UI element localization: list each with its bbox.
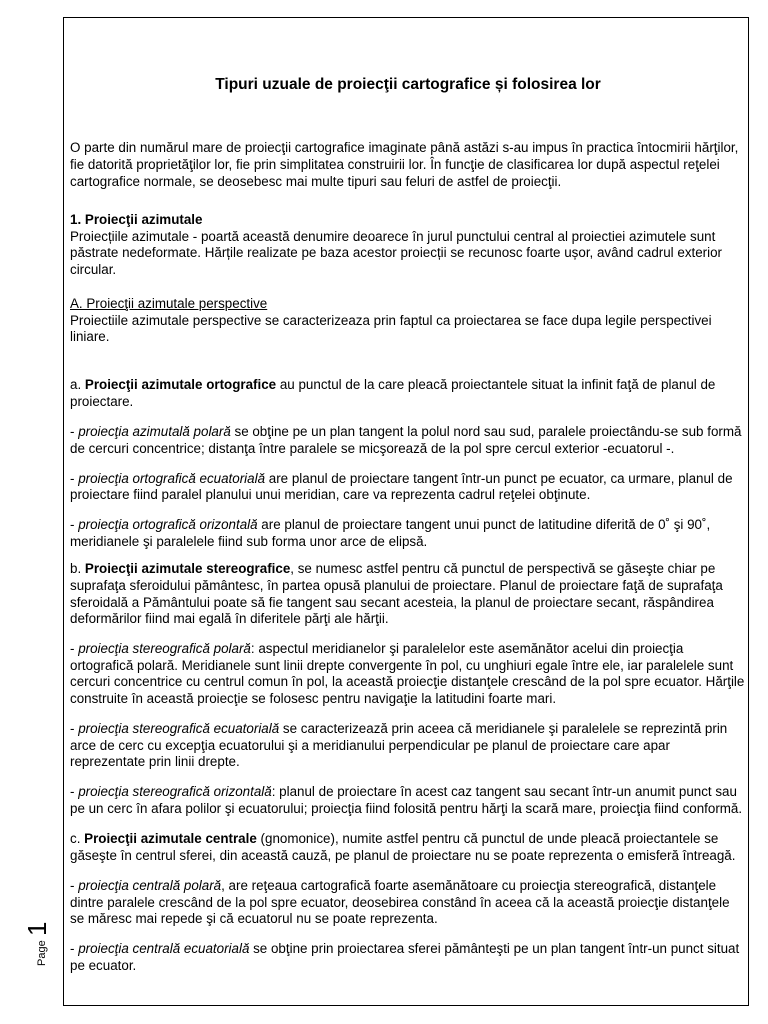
paragraph-b: b. Proiecţii azimutale stereografice, se numesc astfel pentru că punctul de perspectivă se găseşte chiar pe suprafaţa sferoidului pământesc, în partea opusă planului de proiectare. Planul de proiectare faţă de suprafaţa sferoidală a Pământului poate să fie tangent sau secant acesteia, la planul de proiectare secant, răspândirea deformărilor fiind mai egală în diferitele părţi ale hărţii.: [70, 561, 723, 627]
paragraph-b3: - proiecţia stereografică orizontală: planul de proiectare în acest caz tangent sau secant într-un anumit punct sau pe un cerc în afara polilor şi ecuatorului; proiecţia fiind folosită pentru hărţi la scară mare, proiecţia fiind conformă.: [70, 784, 743, 816]
section-azimutale: [70, 212, 746, 278]
paragraph-a: a. Proiecţii azimutale ortografice au punctul de la care pleacă proiectantele situat la infinit faţă de planul de proiectare.: [70, 377, 716, 409]
paragraph-b1: - proiecţia stereografică polară: aspectul meridianelor şi paralelelor este asemănător acelui din proiecţia ortografică polară. Meridianele sunt linii drepte convergente în pol, cu unghiuri egale între ele, iar paralelele sunt cercuri concentrice cu centrul comun în pol, la această proiecţie distanţele crescând de la pol spre ecuator. Hărţile construite în această proiecţie se folosesc pentru navigaţie la latitudini foarte mari.: [70, 641, 745, 706]
paragraph-a1: - proiecţia azimutală polară se obţine pe un plan tangent la polul nord sau sud, paralele proiectându-se sub formă de cercuri concentrice; distanţa între paralele se micşorează de la pol spre cercul exterior -ecuatorul -.: [70, 423, 742, 456]
page-number: 1: [22, 921, 52, 936]
paragraph-c1: - proiecţia centrală polară, are reţeaua cartografică foarte asemănătoare cu proiecţia stereografică, distanţele dintre paralele crescând de la pol spre ecuator, deosebirea constând în aceea că la această proiecţie distanţele se măresc mai repede şi că ecuatorul nu se poate reprezenta.: [70, 877, 730, 927]
subsection-text: Proiectiile azimutale perspective se caracterizeaza prin faptul ca proiectarea se face dupa legile perspectivei liniare.: [70, 312, 712, 345]
page-word: Page: [36, 940, 48, 966]
paragraph-a3: - proiecţia ortografică orizontală are planul de proiectare tangent unui punct de latitudine diferită de 0˚ şi 90˚, meridianele şi paralelele fiind sub forma unor arce de elipsă.: [70, 517, 711, 549]
document-title: Tipuri uzuale de proiecţii cartografice și folosirea lor: [215, 76, 601, 93]
section-text: Proiecțiile azimutale - poartă această denumire deoarece în jurul punctului central al proiectiei azimutele sunt păstrate nedeformate. Hărțile realizate pe baza acestor proiecții se recunosc foarte ușor, având cadrul exterior circular.: [70, 228, 723, 277]
subsection-heading: A. Proiecţii azimutale perspective: [70, 296, 268, 311]
page-number-label: [22, 906, 62, 966]
section-ortografice: [70, 364, 746, 564]
paragraph-c2: - proiecţia centrală ecuatorială se obţine prin proiectarea sferei pământeşti pe un plan tangent într-un punct situat pe ecuator.: [70, 941, 740, 973]
paragraph-c: c. Proiecţii azimutale centrale (gnomonice), numite astfel pentru că punctul de unde pleacă proiectantele se găseşte în centrul sferei, din această cauză, pe planul de proiectare nu se poate reprezenta o emisferă întreagă.: [70, 831, 736, 863]
paragraph-b2: - proiecţia stereografică ecuatorială se caracterizează prin aceea că meridianele şi paralelele se reprezintă prin arce de cerc cu excepţia ecuatorului şi a meridianului perpendicular pe planul de proiectare care apar reprezentate prin linii drepte.: [70, 720, 728, 770]
paragraph-a2: - proiecţia ortografică ecuatorială are planul de proiectare tangent într-un punct pe ecuator, ca urmare, planul de proiectare fiind paralel planului unui meridian, care va reprezenta cadrul reţelei obţinute.: [70, 470, 733, 503]
section-centrale: [70, 818, 746, 988]
section-stereografice: [70, 548, 746, 831]
section-perspective: [70, 296, 746, 346]
intro-paragraph: O parte din numărul mare de proiecţii cartografice imaginate până astăzi s-au impus în practica întocmirii hărţilor, fie datorită proprietăţilor lor, fie prin simplitatea construirii lor. În funcţie de clasificarea lor după aspectul reţelei cartografice normale, se deosebesc mai multe tipuri sau feluri de astfel de proiecţii.: [70, 140, 739, 189]
section-heading: 1. Proiecţii azimutale: [70, 212, 203, 227]
